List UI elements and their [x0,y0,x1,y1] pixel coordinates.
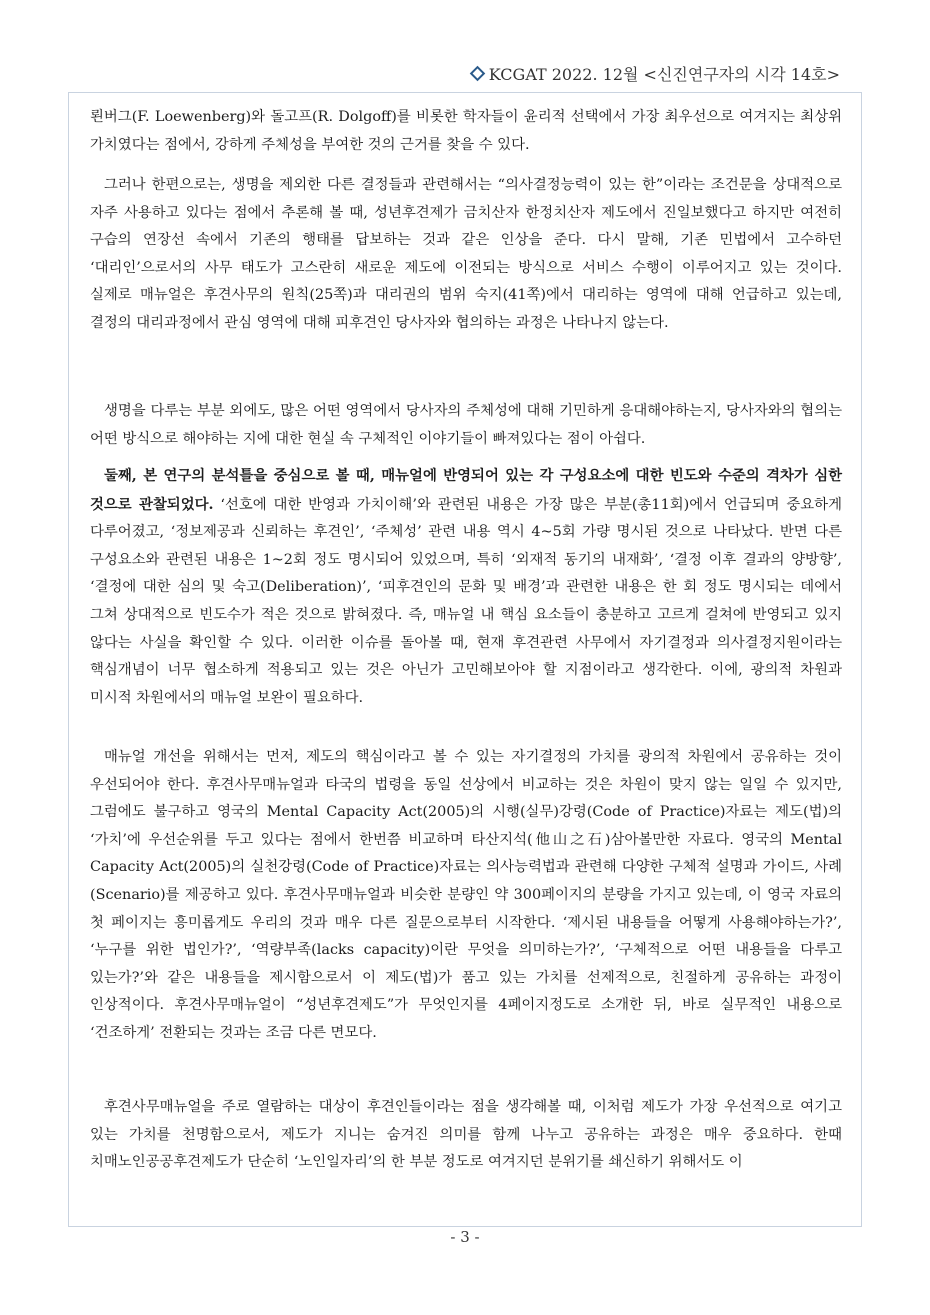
paragraph-4-bold-lead: 둘째, 본 연구의 분석틀을 중심으로 볼 때, 매뉴얼에 반영되어 있는 각 구성요소에 대한 빈도와 수준의 격차가 심한 것으로 관찰되었다. [90,467,842,513]
page-header [0,62,840,85]
header-text: KCGAT 2022. 12월 <신진연구자의 시각 14호> [488,65,840,84]
diamond-bullet-icon [469,66,485,82]
paragraph-4-body: ‘선호에 대한 반영과 가치이해’와 관련된 내용은 가장 많은 부분(총11회)에서 언급되며 중요하게 다루어졌고, ‘정보제공과 신뢰하는 후견인’, ‘주체성’ 관련 내용 역시 4~5회 가량 명시된 것으로 나타났다. 반면 다른 구성요소와 관련된 내용은 1~2회 정도 명시되어 있었으며, 특히 ‘외재적 동기의 내재화’, ‘결정 이후 결과의 양방향’, ‘결정에 대한 심의 및 숙고(Deliberation)’, ‘피후견인의 문화 및 배경’과 관련한 내용은 한 회 정도 명시되는 데에서 그쳐 상대적으로 빈도수가 적은 것으로 밝혀졌다. 즉, 매뉴얼 내 핵심 요소들이 충분하고 고르게 걸쳐에 반영되고 있지 않다는 사실을 확인할 수 있다. 이러한 이슈를 돌아볼 때, 현재 후견관련 사무에서 자기결정과 의사결정지원이라는 핵심개념이 너무 협소하게 적용되고 있는 것은 아닌가 고민해보아야 할 지점이라고 생각한다. 이에, 광의적 차원과 미시적 차원에서의 매뉴얼 보완이 필요하다. [90,496,842,706]
page-number: - 3 - [450,1228,480,1246]
paragraph-4 [90,462,842,712]
paragraph-2: 그러나 한편으로는, 생명을 제외한 다른 결정들과 관련해서는 “의사결정능력이 있는 한”이라는 조건문을 상대적으로 자주 사용하고 있다는 점에서 추론해 볼 때, 성년후견제가 금치산자 한정치산자 제도에서 진일보했다고 하지만 여전히 구습의 연장선 속에서 기존의 행태를 답보하는 것과 같은 인상을 준다. 다시 말해, 기존 민법에서 고수하던 ‘대리인’으로서의 사무 태도가 고스란히 새로운 제도에 이전되는 방식으로 서비스 수행이 이루어지고 있는 것이다. 실제로 매뉴얼은 후견사무의 원칙(25쪽)과 대리권의 범위 숙지(41쪽)에서 대리하는 영역에 대해 언급하고 있는데, 결정의 대리과정에서 관심 영역에 대해 피후견인 당사자와 협의하는 과정은 나타나지 않는다. [90,177,842,331]
paragraph-5: 매뉴얼 개선을 위해서는 먼저, 제도의 핵심이라고 볼 수 있는 자기결정의 가치를 광의적 차원에서 공유하는 것이 우선되어야 한다. 후견사무매뉴얼과 타국의 법령을 동일 선상에서 비교하는 것은 차원이 맞지 않는 일일 수 있지만, 그럼에도 불구하고 영국의 Mental Capacity Act(2005)의 시행(실무)강령(Code of Practice)자료는 제도(법)의 ‘가치’에 우선순위를 두고 있다는 점에서 한번쯤 비교하며 타산지석(他山之石)삼아볼만한 자료다. 영국의 Mental Capacity Act(2005)의 실천강령(Code of Practice)자료는 의사능력법과 관련해 다양한 구체적 설명과 가이드, 사례(Scenario)를 제공하고 있다. 후견사무매뉴얼과 비슷한 분량인 약 300페이지의 분량을 가지고 있는데, 이 영국 자료의 첫 페이지는 흥미롭게도 우리의 것과 매우 다른 질문으로부터 시작한다. ‘제시된 내용들을 어떻게 사용해야하는가?’, ‘누구를 위한 법인가?’, ‘역량부족(lacks capacity)이란 무엇을 의미하는가?’, ‘구체적으로 어떤 내용들을 다루고 있는가?’와 같은 내용들을 제시함으로서 이 제도(법)가 품고 있는 가치를 선제적으로, 친절하게 공유하는 과정이 인상적이다. 후견사무매뉴얼이 “성년후견제도”가 무엇인지를 4페이지정도로 소개한 뒤, 바로 실무적인 내용으로 ‘건조하게’ 전환되는 것과는 조금 다른 면모다. [90,749,842,1041]
paragraph-3: 생명을 다루는 부분 외에도, 많은 어떤 영역에서 당사자의 주체성에 대해 기민하게 응대해야하는지, 당사자와의 협의는 어떤 방식으로 해야하는 지에 대한 현실 속 구체적인 이야기들이 빠져있다는 점이 아쉽다. [90,403,842,447]
paragraph-6: 후견사무매뉴얼을 주로 열람하는 대상이 후견인들이라는 점을 생각해볼 때, 이처럼 제도가 가장 우선적으로 여기고 있는 가치를 천명함으로서, 제도가 지니는 숨겨진 의미를 함께 나누고 공유하는 과정은 매우 중요하다. 한때 치매노인공공후견제도가 단순히 ‘노인일자리’의 한 부분 정도로 여겨지던 분위기를 쇄신하기 위해서도 이 [90,1099,842,1171]
paragraph-1: 뢴버그(F. Loewenberg)와 돌고프(R. Dolgoff)를 비롯한 학자들이 윤리적 선택에서 가장 최우선으로 여겨지는 최상위 가치였다는 점에서, 강하게 주체성을 부여한 것의 근거를 찾을 수 있다. [90,109,842,153]
